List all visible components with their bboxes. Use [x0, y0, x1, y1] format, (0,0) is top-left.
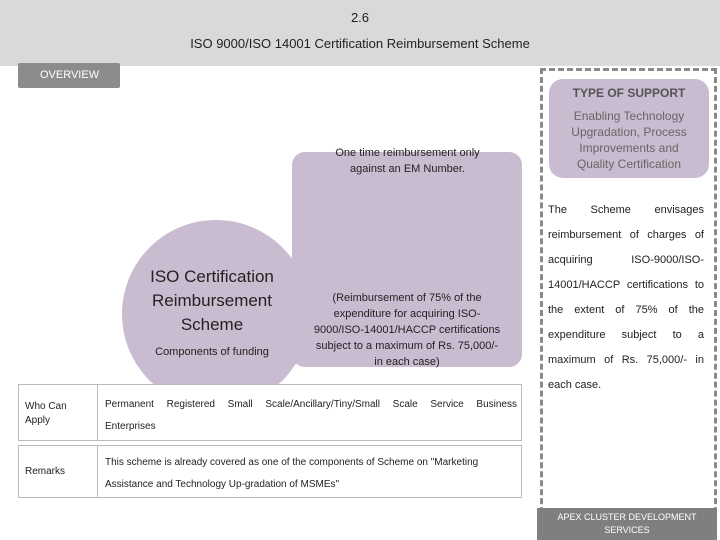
text-line: in each case): [374, 356, 440, 368]
type-of-support-title: TYPE OF SUPPORT: [572, 86, 686, 100]
text-line: expenditure for acquiring ISO-: [333, 308, 481, 320]
footer-line: APEX CLUSTER DEVELOPMENT: [557, 512, 697, 522]
remarks-text: [105, 452, 517, 496]
text-line: One time reimbursement only: [335, 147, 480, 159]
text-line: This scheme is already covered as one of the components of Scheme on "Marketing: [105, 457, 479, 468]
row-divider: [97, 385, 98, 440]
who-can-apply-row: [18, 384, 522, 441]
remarks-label: Remarks: [25, 466, 66, 477]
text-line: 9000/ISO-14001/HACCP certifications: [313, 324, 501, 336]
text-line: against an EM Number.: [350, 163, 465, 175]
text-line: Assistance and Technology Up-gradation of MSMEs": [105, 479, 340, 490]
text-line: Enterprises: [105, 421, 156, 432]
components-of-funding-label: Components of funding: [155, 346, 269, 358]
text-line: (Reimbursement of 75% of the: [332, 292, 482, 304]
title-line: Reimbursement: [152, 291, 272, 310]
one-time-reimbursement-text: [305, 145, 510, 177]
who-can-apply-text: [105, 394, 517, 438]
label-line: Who Can: [25, 401, 67, 412]
who-can-apply-label: [25, 400, 67, 428]
support-line: Upgradation, Process: [571, 125, 687, 139]
page-title: ISO 9000/ISO 14001 Certification Reimbursement Scheme: [190, 36, 530, 51]
slide-number: 2.6: [350, 10, 370, 25]
type-of-support-text: [549, 108, 709, 172]
text-line: subject to a maximum of Rs. 75,000/-: [315, 340, 499, 352]
support-line: Quality Certification: [576, 157, 682, 171]
support-line: Improvements and: [579, 141, 679, 155]
support-line: Enabling Technology: [573, 109, 685, 123]
label-line: Apply: [25, 415, 51, 426]
scheme-name: [132, 265, 292, 337]
footer-brand: [537, 508, 717, 540]
overview-tab[interactable]: OVERVIEW: [18, 63, 120, 88]
type-of-support-card: [549, 79, 709, 178]
row-divider: [97, 446, 98, 497]
remarks-row: [18, 445, 522, 498]
footer-line: SERVICES: [604, 525, 650, 535]
title-line: Scheme: [180, 315, 244, 334]
scheme-description: The Scheme envisages reimbursement of charges of acquiring ISO-9000/ISO-14001/HACCP certifications to the extent of 75% of the expenditure subject to a maximum of Rs. 75,000/- in each case.: [548, 204, 704, 391]
reimbursement-details-text: [298, 290, 516, 370]
title-line: ISO Certification: [150, 267, 274, 286]
text-line: Permanent Registered Small Scale/Ancillary/Tiny/Small Scale Service Business: [105, 399, 517, 410]
